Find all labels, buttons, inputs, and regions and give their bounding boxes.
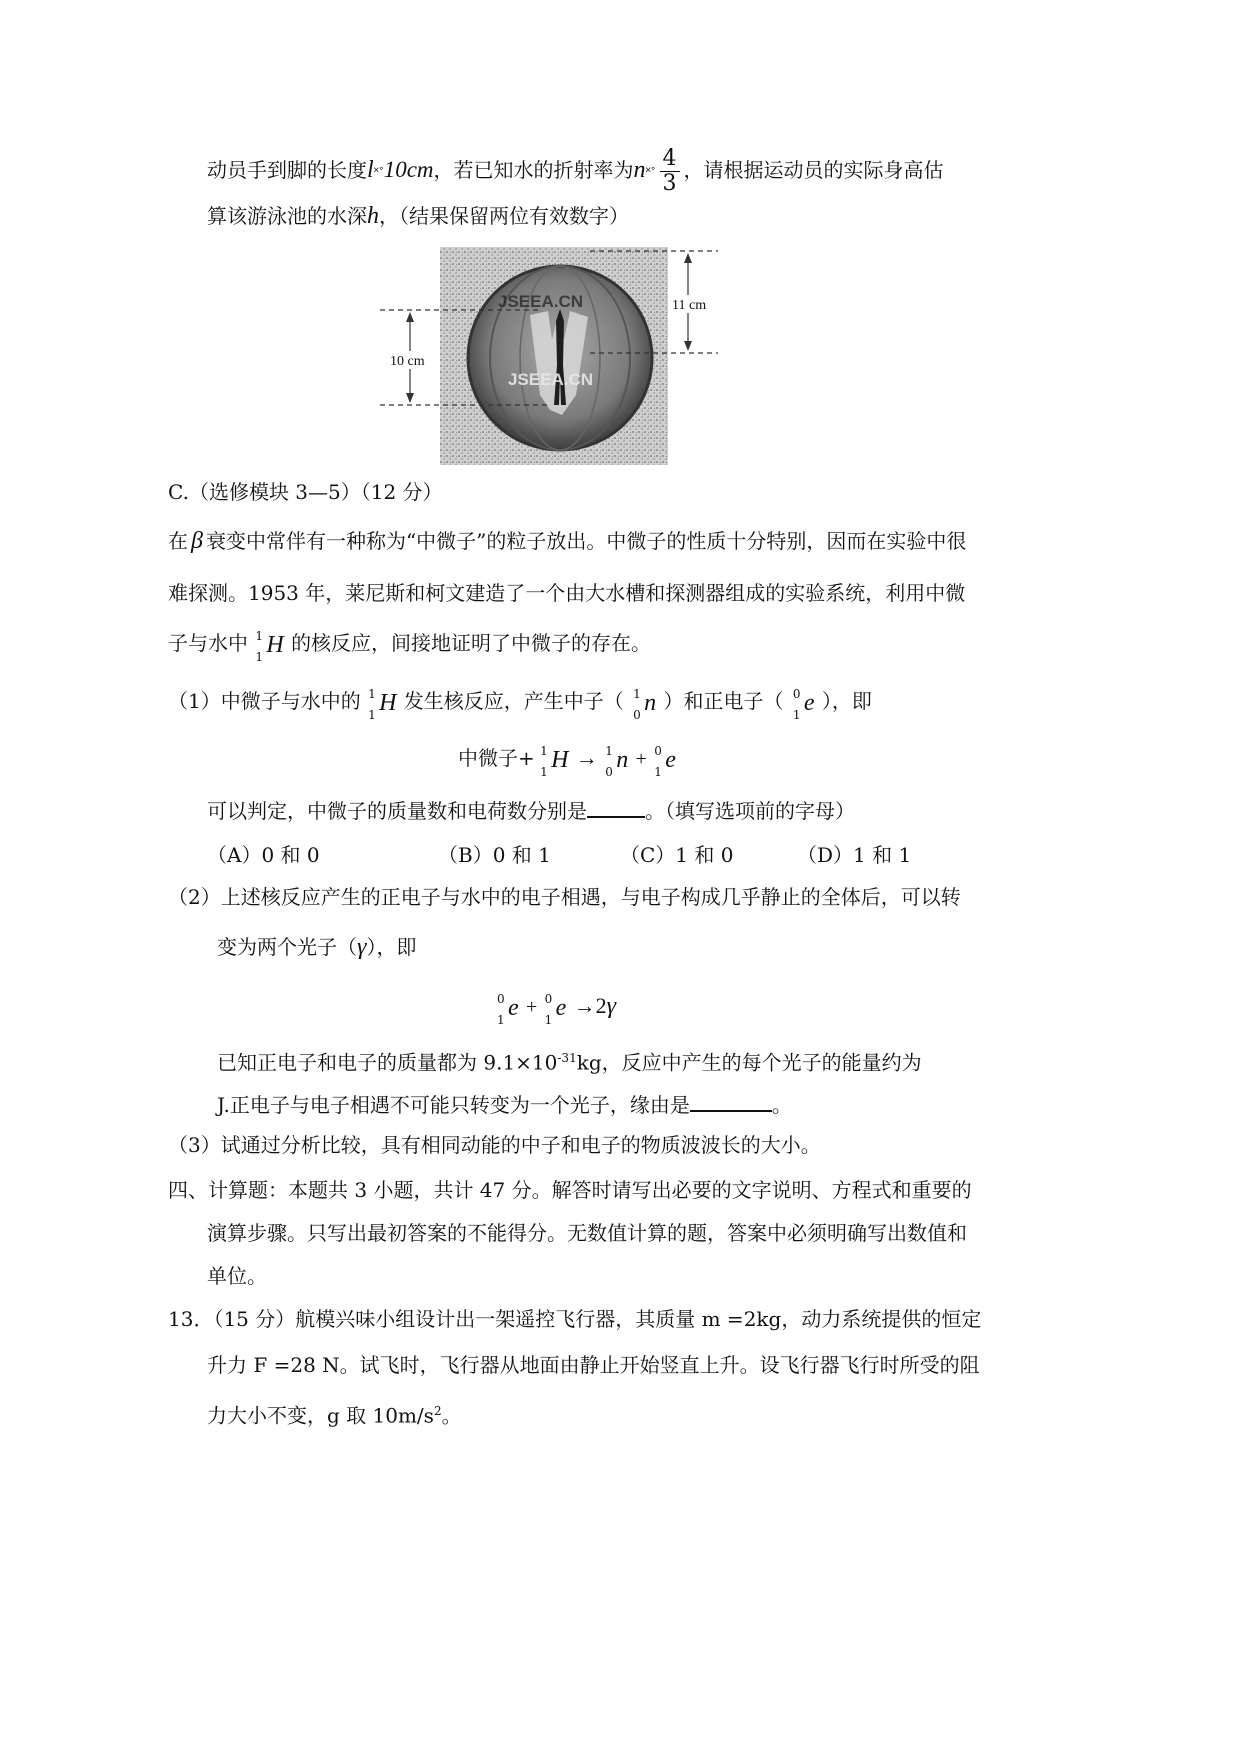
arrow-head: [684, 341, 692, 351]
watermark-top: JSEEA.CN: [498, 292, 584, 311]
approx-mark: ˟˚: [645, 166, 656, 181]
coefficient: 2: [595, 993, 607, 1018]
nuclide-H1: 1 1 H: [255, 628, 284, 664]
answer-blank[interactable]: [690, 1090, 772, 1112]
plus-symbol: +: [635, 748, 647, 770]
approx-mark: ˟˚: [373, 166, 384, 181]
text-line: 子与水中 1 1 H 的核反应，间接地证明了中微子的存在。: [168, 628, 652, 664]
text-line: 算该游泳池的水深h，（结果保留两位有效数字）: [207, 203, 629, 229]
fraction: $\frac{4}{3}$: [660, 147, 680, 196]
nuclide-electron: 0 1 e: [544, 991, 567, 1027]
arrow-head: [406, 312, 414, 322]
text-line: 难探测。1953 年，莱尼斯和柯文建造了一个由大水槽和探测器组成的实验系统，利用中微: [168, 581, 966, 605]
q13-line: 13．（15 分）航模兴味小组设计出一架遥控飞行器，其质量 m =2kg，动力系统提供的恒定: [168, 1307, 982, 1331]
nuclide-neutron: 1 0 n: [633, 686, 657, 722]
label-11cm: 11 cm: [672, 298, 707, 313]
arrow-symbol: →: [575, 745, 598, 770]
gamma-symbol: γ: [606, 993, 617, 1019]
q1-equation: 中微子+ 1 1 H → 1 0 n + 0 1 e: [458, 743, 676, 779]
q2-line: 变为两个光子（γ），即: [217, 934, 417, 960]
plus-symbol: +: [526, 996, 538, 1018]
option-c: （C）1 和 0: [620, 843, 734, 867]
q13-line: 升力 F =28 N。试飞时，飞行器从地面由静止开始竖直上升。设飞行器飞行时所受的阻: [207, 1353, 980, 1377]
q2-line: （2）上述核反应产生的正电子与水中的电子相遇，与电子构成几乎静止的全体后，可以转: [168, 885, 961, 909]
swimmer-photo-figure: [380, 245, 720, 467]
label-10cm: 10 cm: [390, 354, 425, 369]
option-a: （A）0 和 0: [207, 843, 320, 867]
text-line: 动员手到脚的长度l˟˚10cm，若已知水的折射率为n˟˚ $\frac{4}{3}$ ，请根据运动员的实际身高估: [207, 146, 944, 196]
q2-line: J.正电子与电子相遇不可能只转变为一个光子，缘由是 。: [217, 1090, 792, 1120]
arrow-head: [684, 253, 692, 263]
watermark-bottom: JSEEA.CN: [508, 370, 594, 389]
option-b: （B）0 和 1: [438, 843, 551, 867]
section-c-heading: C.（选修模块 3—5）（12 分）: [168, 480, 443, 504]
q1-judge: 可以判定，中微子的质量数和电荷数分别是 。（填写选项前的字母）: [207, 796, 855, 826]
l-value: 10cm: [383, 157, 434, 182]
nuclide-positron: 0 1 e: [654, 743, 676, 779]
nuclide-positron: 0 1 e: [497, 991, 519, 1027]
l-symbol: l: [367, 157, 374, 183]
n-symbol: n: [633, 157, 646, 183]
nuclide-neutron: 1 0 n: [605, 743, 629, 779]
beta-symbol: β: [191, 528, 203, 554]
q2-equation: [497, 991, 617, 1027]
section4-line: 四、计算题：本题共 3 小题，共计 47 分。解答时请写出必要的文字说明、方程式和重要的: [168, 1178, 972, 1202]
arrow-symbol: →: [573, 993, 596, 1018]
gamma-symbol: γ: [357, 934, 367, 960]
option-d: （D）1 和 1: [797, 843, 912, 867]
q2-line: 已知正电子和电子的质量都为 $9.1\times 10^{-31}kg$，反应中产生的每个光子的能量约为: [217, 1050, 922, 1075]
answer-blank[interactable]: [587, 796, 645, 818]
section4-line: 单位。: [207, 1264, 267, 1288]
text-line: 在 β 衰变中常伴有一种称为“中微子”的粒子放出。中微子的性质十分特别，因而在实验中很: [168, 528, 967, 554]
q1-line: （1）中微子与水中的 1 1 H 发生核反应，产生中子（ 1 0 n ）和正电子（ 0 1 e ），即: [168, 686, 872, 722]
q3-line: （3）试通过分析比较，具有相同动能的中子和电子的物质波波长的大小。: [168, 1133, 821, 1157]
arrow-head: [406, 393, 414, 403]
q13-line: 力大小不变，g 取 $10m/s^2$。: [207, 1403, 462, 1428]
nuclide-H1: 1 1 H: [368, 686, 397, 722]
nuclide-positron: 0 1 e: [792, 686, 815, 722]
nuclide-H1: 1 1 H: [540, 743, 569, 779]
h-symbol: h: [367, 203, 379, 229]
section4-line: 演算步骤。只写出最初答案的不能得分。无数值计算的题，答案中必须明确写出数值和: [207, 1221, 967, 1245]
